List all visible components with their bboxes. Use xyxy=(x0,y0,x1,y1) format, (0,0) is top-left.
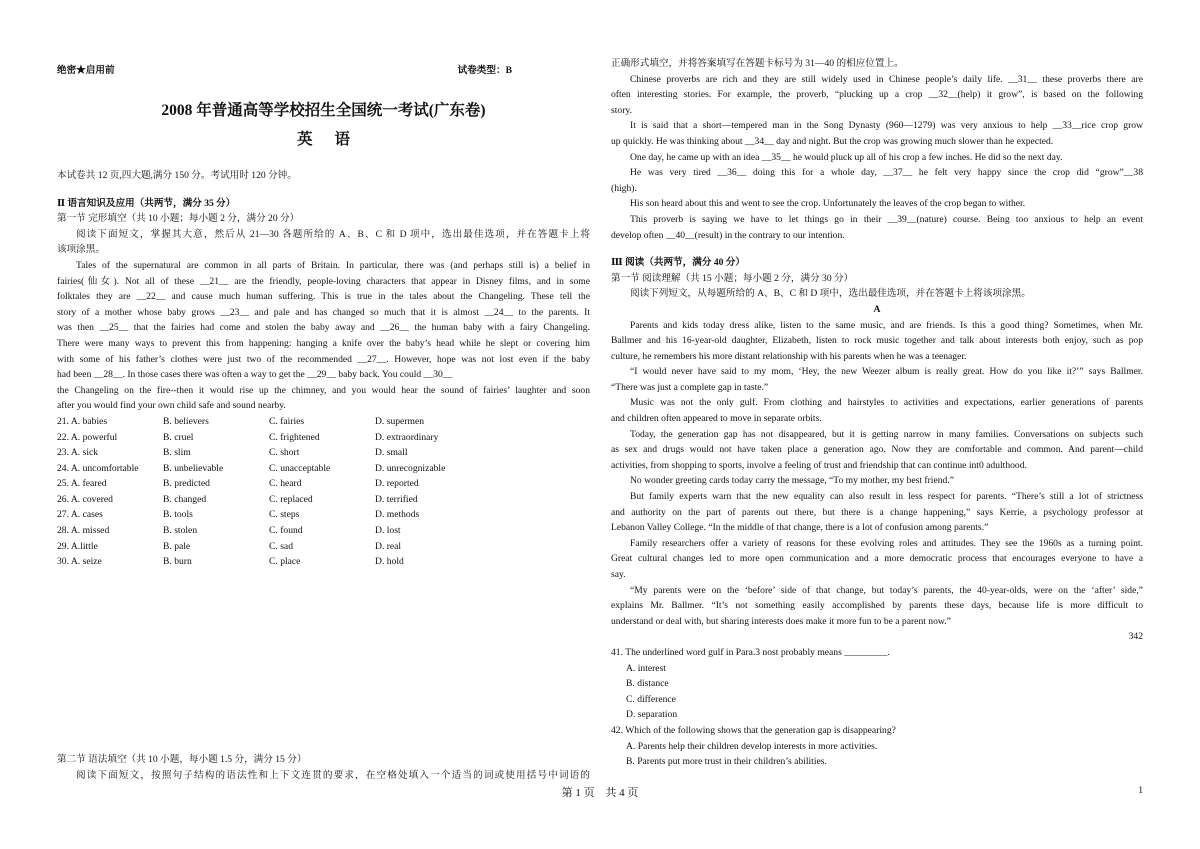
reading-line: “I would never have said to my mom, ‘Hey, the new Weezer album is really great. How do you like it?’” says Ballmer. xyxy=(630,366,1143,378)
question-42-option: A. Parents help their children develop interests in more activities. xyxy=(626,740,878,752)
option-cell: D. extraordinary xyxy=(375,431,439,443)
option-cell: 30. A. seize xyxy=(57,556,102,568)
option-cell: B. predicted xyxy=(163,478,210,490)
option-cell: 26. A. covered xyxy=(57,493,113,505)
part2-sec2 xyxy=(57,752,590,783)
question-41-option: C. difference xyxy=(626,693,676,705)
page-footer xyxy=(0,784,1200,800)
grammar-line: up quickly. He was thinking about __34__ day and night. But the crop was growing much slower than he expected. xyxy=(611,135,1054,147)
option-cell: 22. A. powerful xyxy=(57,431,118,443)
option-row xyxy=(57,539,481,555)
cloze-line: was then __25__ that the fairies had come and stolen the baby away and __26__ the human baby with a fairy Changeling. xyxy=(57,322,590,334)
reading-line: explains Mr. Ballmer. “It’s not something easily accomplished by parents these days, because life is more difficult to xyxy=(611,600,1143,612)
sec2-instruction-cont: 正确形式填空，并将答案填写在答题卡标号为 31—40 的相应位置上。 xyxy=(611,58,904,69)
grammar-line: He was very tired __36__ doing this for a whole day, __37__ he felt very happy since the crop did “grow”__38 xyxy=(630,167,1143,179)
option-cell: C. sad xyxy=(269,540,293,552)
option-cell: C. frightened xyxy=(269,431,320,443)
option-cell: C. replaced xyxy=(269,493,313,505)
grammar-line: often interesting stories. For example, the proverb, “plucking up a crop __32__(help) it grow”, is based on the following xyxy=(611,89,1143,101)
question-42-option: B. Parents put more trust in their children’s abilities. xyxy=(626,756,827,768)
option-cell: D. unrecognizable xyxy=(375,462,446,474)
reading-line: No wonder greeting cards today carry the message, “To my mother, my best friend.” xyxy=(630,475,954,487)
reading-line: “There was just a complete gap in taste.” xyxy=(611,381,769,393)
grammar-line: His son heard about this and went to see the crop. Unfortunately the leaves of the crop began to wither. xyxy=(630,198,1026,210)
option-cell: D. reported xyxy=(375,478,419,490)
exam-intro: 本试卷共 12 页,四大题,满分 150 分。考试用时 120 分钟。 xyxy=(57,170,297,181)
option-cell: D. hold xyxy=(375,556,404,568)
option-row xyxy=(57,414,481,430)
page-mark: 342 xyxy=(1128,631,1143,643)
reading-passage xyxy=(611,318,1143,630)
option-cell: D. lost xyxy=(375,525,401,537)
option-row xyxy=(57,523,481,539)
option-cell: C. fairies xyxy=(269,415,305,427)
option-row xyxy=(57,461,481,477)
corner-page-number: 1 xyxy=(1138,785,1143,796)
grammar-line: Chinese proverbs are rich and they are still widely used in Chinese people’s daily life. __31__ these proverbs there are xyxy=(630,73,1143,85)
option-cell: D. small xyxy=(375,447,408,459)
question-41: 41. The underlined word gulf in Para.3 nost probably means _________. xyxy=(611,646,890,658)
subject-title: 英语 xyxy=(296,131,372,148)
paper-type-label: 试卷类型：B xyxy=(457,65,512,76)
page-total: 共 4 页 xyxy=(605,787,639,799)
part3-instruction: 阅读下列短文，从每题所给的 A、B、C 和 D 项中，选出最佳选项，并在答题卡上将该项涂黑。 xyxy=(630,288,1031,300)
reading-line: activities, from shopping to sports, involve a feeling of trust and friendship that can continue int0 adulthood. xyxy=(611,459,1027,471)
option-row xyxy=(57,507,481,523)
cloze-line: story of a mother whose baby grows __23__ and pale and has changed so much that it is almost __24__ to the parents. It xyxy=(57,306,590,318)
cloze-passage xyxy=(57,258,590,414)
part2-sec2-heading: 第二节 语法填空（共 10 小题，每小题 1.5 分，满分 15 分） xyxy=(57,754,307,765)
part2-instruction-1: 阅读下面短文，掌握其大意，然后从 21—30 各题所给的 A、B、C 和 D 项中，选出最佳选项，并在答题卡上将 xyxy=(76,228,590,240)
grammar-line: This proverb is saying we have to let things go in their __39__(nature) course. Being too anxious to help an event xyxy=(630,213,1143,225)
reading-line: But family experts warn that the new equality can also result in less respect for parents. “There’s still a lot of strictness xyxy=(630,491,1143,503)
reading-line: Parents and kids today dress alike, listen to the same music, and are friends. Is this a good thing? Sometimes, when Mr. xyxy=(630,319,1143,331)
cloze-line: after you would find your own child safe and sound nearby. xyxy=(57,400,286,412)
reading-line: Lebanon Valley College. “In the middle of that change, there is a lot of confusion among parents.” xyxy=(611,522,989,534)
option-cell: D. supermen xyxy=(375,415,425,427)
reading-line: understand or deal with, but sharing interests does make it more fun to be a parent now.” xyxy=(611,615,951,627)
option-cell: B. slim xyxy=(163,447,191,459)
left-column xyxy=(57,56,590,570)
option-row xyxy=(57,430,481,446)
option-cell: 29. A.little xyxy=(57,540,98,552)
reading-line: Family researchers offer a variety of reasons for these evolving roles and attitudes. They see the 1960s as a turning point. xyxy=(630,537,1143,549)
cloze-line: There were many ways to prevent this from happening: hanging a knife over the baby’s head while he slept or covering him xyxy=(57,337,590,349)
question-41-option: D. separation xyxy=(626,709,678,721)
cloze-line: Tales of the supernatural are common in all parts of Britain. In particular, there was (and perhaps still is) a belief in xyxy=(76,259,590,271)
cloze-line: with some of his father’s clothes were just two of the recommended __27__. However, hope was not lost even if the baby xyxy=(57,353,590,365)
passage-label: A xyxy=(873,303,881,315)
question-41-option: A. interest xyxy=(626,662,666,674)
reading-line: Great cultural changes led to more open communication and a more democratic process that encourages everyone to have a xyxy=(611,553,1143,565)
part2-heading: Ⅱ 语言知识及应用（共两节，满分 35 分） xyxy=(57,197,236,209)
option-cell: B. tools xyxy=(163,509,193,521)
option-cell: D. methods xyxy=(375,509,420,521)
part3-sec1-heading: 第一节 阅读理解（共 15 小题；每小题 2 分，满分 30 分） xyxy=(611,272,854,284)
option-cell: D. real xyxy=(375,540,402,552)
question-42: 42. Which of the following shows that the generation gap is disappearing? xyxy=(611,724,896,736)
exam-title: 2008 年普通高等学校招生全国统一考试(广东卷) xyxy=(161,102,486,119)
reading-line: say. xyxy=(611,569,626,580)
option-cell: 23. A. sick xyxy=(57,447,99,459)
option-cell: 28. A. missed xyxy=(57,525,110,537)
reading-line: Music was not the only gulf. From clothing and hairstyles to activities and expectations, earlier generations of parents xyxy=(630,397,1143,409)
reading-line: and authority on the part of parents out there, but there is a change happening,” says Kerrie, a psychology professor at xyxy=(611,506,1143,518)
cloze-line: the Changeling on the fire--then it would rise up the chimney, and you would hear the sound of fairies’ laughter and soon xyxy=(57,384,590,396)
reading-line: as sex and drugs would not have taken place a generation ago. Now they are comfortable and common. And parent—child xyxy=(611,444,1143,456)
option-cell: 24. A. uncomfortable xyxy=(57,462,139,474)
option-cell: B. burn xyxy=(163,556,192,568)
reading-line: culture, he remembers his more distant relationship with his parents when he was a teenager. xyxy=(611,350,967,362)
option-row xyxy=(57,445,481,461)
option-cell: C. heard xyxy=(269,478,302,490)
part3-heading: Ⅲ 阅读（共两节，满分 40 分） xyxy=(611,257,746,269)
cloze-options-table xyxy=(57,414,481,570)
page-number: 第 1 页 xyxy=(561,787,595,799)
part2-sec2-instruction: 阅读下面短文，按照句子结构的语法性和上下文连贯的要求，在空格处填入一个适当的词或使用括号中词语的 xyxy=(76,769,590,781)
option-cell: C. short xyxy=(269,447,300,459)
header-row xyxy=(57,62,590,76)
grammar-line: (high). xyxy=(611,182,637,194)
option-cell: 27. A. cases xyxy=(57,509,103,521)
right-column xyxy=(611,56,1143,770)
grammar-line: One day, he came up with an idea __35__ he would pluck up all of his crop a few inches. He did so the next day. xyxy=(630,151,1063,163)
reading-line: Ballmer and his 16-year-old daughter, Elizabeth, listen to rock music together and talk about interests both enjoy, such as pop xyxy=(611,335,1143,347)
option-cell: D. terrified xyxy=(375,493,418,505)
option-cell: 25. A. feared xyxy=(57,478,107,490)
grammar-line: story. xyxy=(611,104,632,116)
option-cell: B. believers xyxy=(163,415,209,427)
option-row xyxy=(57,476,481,492)
option-cell: B. cruel xyxy=(163,431,194,443)
reading-line: “My parents were on the ‘before’ side of that change, but today’s parents, the 40-year-olds, were on the ‘after’ side,” xyxy=(630,584,1143,596)
grammar-line: develop often __40__(result) in the contrary to our intention. xyxy=(611,229,845,241)
option-cell: B. unbelievable xyxy=(163,462,224,474)
reading-line: and children often appeared to move in separate orbits. xyxy=(611,413,822,425)
grammar-passage xyxy=(611,72,1143,244)
part2-instruction-2: 该项涂黑。 xyxy=(57,244,105,256)
secret-label: 绝密★启用前 xyxy=(57,65,115,76)
option-row xyxy=(57,554,481,570)
option-cell: C. steps xyxy=(269,509,300,521)
option-cell: C. found xyxy=(269,525,303,537)
part2-sec1-heading: 第一节 完形填空（共 10 小题；每小题 2 分，满分 20 分） xyxy=(57,213,300,225)
option-cell: C. place xyxy=(269,556,301,568)
cloze-line: fairies(仙女). Not all of these __21__ are the friendly, people-loving characters that appear in Disney films, and in some xyxy=(57,275,590,287)
option-cell: B. pale xyxy=(163,540,191,552)
reading-line: Today, the generation gap has not disappeared, but it is getting narrow in many families. Conversations on subjects such xyxy=(630,428,1143,440)
option-cell: B. changed xyxy=(163,493,207,505)
option-cell: 21. A. babies xyxy=(57,415,108,427)
cloze-line: had been __28__. In those cases there was often a way to get the __29__ baby back. You could __30__ xyxy=(57,369,453,381)
option-cell: B. stolen xyxy=(163,525,198,537)
cloze-line: folktales they are __22__ and cause much human suffering. This is true in the tales about the Changeling. These tell the xyxy=(57,291,590,303)
option-cell: C. unacceptable xyxy=(269,462,331,474)
option-row xyxy=(57,492,481,508)
question-41-option: B. distance xyxy=(626,678,669,690)
grammar-line: It is said that a short—tempered man in the Song Dynasty (960—1279) was very anxious to help __33__rice crop grow xyxy=(630,120,1143,132)
